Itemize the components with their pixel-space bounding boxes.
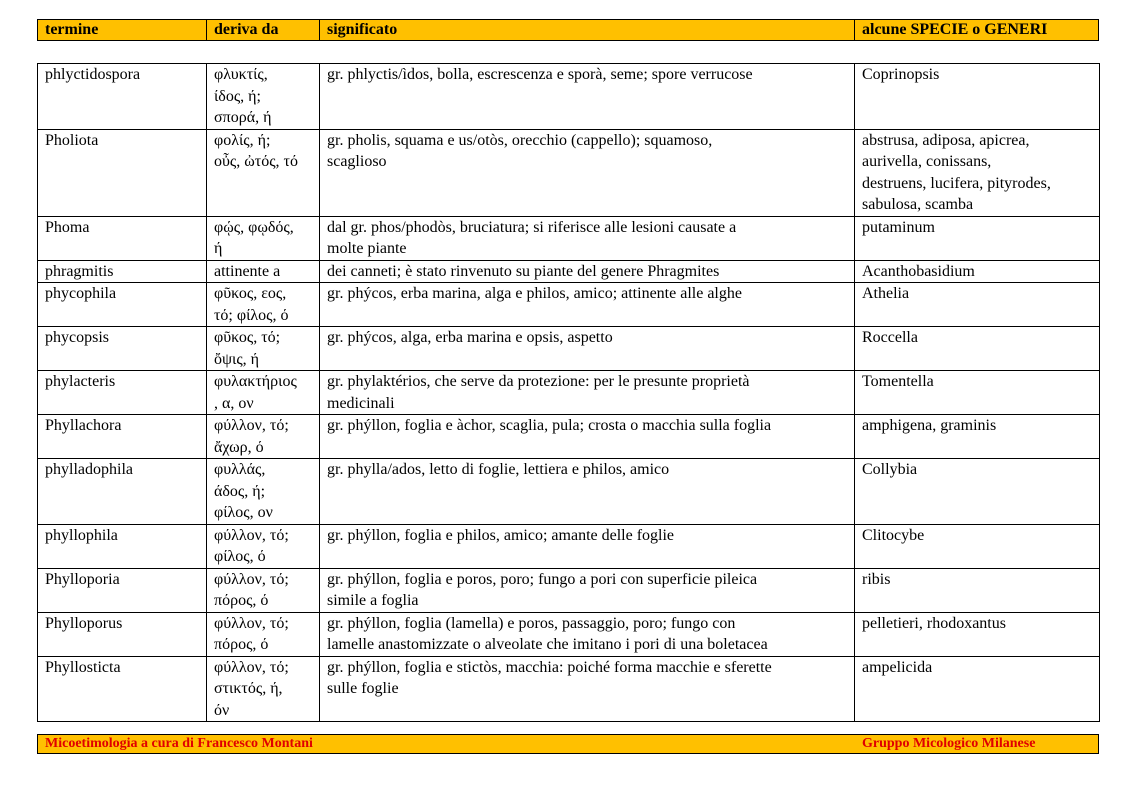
cell-deriva-da-line: φῦκος, τό; — [214, 329, 281, 346]
table-row — [38, 216, 1100, 260]
cell-termine: phycophila — [38, 283, 207, 327]
table-row — [38, 459, 1100, 525]
table-row — [38, 371, 1100, 415]
cell-deriva-da — [207, 283, 320, 327]
cell-significato — [320, 129, 855, 216]
cell-specie-line: Athelia — [862, 285, 910, 302]
cell-deriva-da — [207, 656, 320, 722]
table-row — [38, 612, 1100, 656]
cell-deriva-da-line: φύλλον, τό; — [214, 526, 289, 544]
cell-specie-line: ribis — [862, 570, 891, 588]
cell-significato — [320, 216, 855, 260]
cell-deriva-da-line: ἄχωρ, ό — [214, 438, 264, 456]
cell-termine: phylladophila — [38, 459, 207, 525]
footer-bar — [37, 734, 1099, 754]
cell-termine: phycopsis — [38, 327, 207, 371]
cell-specie-line: Clitocybe — [862, 526, 925, 544]
cell-deriva-da-line: φίλος, ον — [214, 504, 273, 521]
cell-deriva-da — [207, 64, 320, 130]
cell-significato — [320, 327, 855, 371]
cell-deriva-da-line: πόρος, ό — [214, 592, 269, 609]
cell-termine: phlyctidospora — [38, 64, 207, 130]
cell-significato-line: gr. phýllon, foglia e àchor, scaglia, pula; crosta o macchia sulla foglia — [327, 417, 772, 434]
cell-deriva-da-line: ίδος, ή; — [214, 87, 261, 105]
cell-deriva-da — [207, 216, 320, 260]
cell-deriva-da — [207, 129, 320, 216]
cell-deriva-da-line: φολίς, ή; — [214, 131, 271, 149]
cell-significato-line: gr. phlyctis/ìdos, bolla, escrescenza e sporà, seme; spore verrucose — [327, 66, 753, 83]
cell-deriva-da-line: attinente a — [214, 262, 281, 280]
cell-termine: Phoma — [38, 216, 207, 260]
table-row — [38, 283, 1100, 327]
cell-significato-line: gr. phýcos, alga, erba marina e opsis, aspetto — [327, 329, 613, 346]
cell-significato-line: dei canneti; è stato rinvenuto su piante del genere Phragmites — [327, 262, 720, 280]
cell-specie — [855, 568, 1100, 612]
cell-significato — [320, 612, 855, 656]
cell-specie — [855, 64, 1100, 130]
cell-specie — [855, 524, 1100, 568]
cell-significato-line: medicinali — [327, 394, 395, 412]
cell-termine: Phylloporia — [38, 568, 207, 612]
cell-specie-line: aurivella, conissans, — [862, 153, 992, 170]
cell-specie — [855, 371, 1100, 415]
cell-significato — [320, 568, 855, 612]
cell-deriva-da-line: φλυκτίς, — [214, 66, 268, 83]
footer-author: Micoetimologia a cura di Francesco Montani — [45, 736, 313, 751]
cell-significato-line: gr. phýllon, foglia e philos, amico; amante delle foglie — [327, 526, 675, 544]
cell-deriva-da — [207, 327, 320, 371]
cell-deriva-da-line: φίλος, ό — [214, 548, 266, 565]
cell-deriva-da-line: στικτός, ή, — [214, 680, 283, 697]
cell-termine: Phylloporus — [38, 612, 207, 656]
cell-specie-line: pelletieri, rhodoxantus — [862, 614, 1006, 632]
cell-significato-line: sulle foglie — [327, 680, 399, 697]
cell-specie-line: Collybia — [862, 461, 918, 478]
cell-specie — [855, 327, 1100, 371]
footer-organization: Gruppo Micologico Milanese — [862, 736, 1036, 751]
cell-deriva-da-line: φῴς, φῳδός, — [214, 218, 294, 236]
table-row — [38, 64, 1100, 130]
table-header — [37, 19, 1099, 41]
cell-specie — [855, 216, 1100, 260]
cell-significato — [320, 459, 855, 525]
cell-termine: phylacteris — [38, 371, 207, 415]
cell-deriva-da-line: φυλακτήριος — [214, 373, 297, 390]
cell-significato — [320, 283, 855, 327]
cell-deriva-da-line: φῦκος, εος, — [214, 285, 287, 302]
cell-deriva-da-line: φύλλον, τό; — [214, 570, 289, 588]
cell-significato-line: lamelle anastomizzate o alveolate che imitano i pori di una boletacea — [327, 636, 768, 653]
cell-deriva-da-line: τό; φίλος, ό — [214, 306, 289, 324]
cell-specie-line: Tomentella — [862, 373, 934, 390]
cell-deriva-da — [207, 415, 320, 459]
table-row — [38, 524, 1100, 568]
cell-significato — [320, 415, 855, 459]
cell-specie — [855, 260, 1100, 283]
cell-specie-line: ampelicida — [862, 658, 933, 676]
cell-significato — [320, 656, 855, 722]
cell-deriva-da — [207, 260, 320, 283]
cell-deriva-da — [207, 459, 320, 525]
cell-significato — [320, 524, 855, 568]
cell-significato-line: gr. phýllon, foglia (lamella) e poros, passaggio, poro; fungo con — [327, 614, 736, 632]
table-row — [38, 129, 1100, 216]
cell-termine: Phyllosticta — [38, 656, 207, 722]
cell-termine: Phyllachora — [38, 415, 207, 459]
cell-significato-line: gr. phylaktérios, che serve da protezione: per le presunte proprietà — [327, 373, 750, 390]
cell-deriva-da — [207, 612, 320, 656]
table-body — [38, 64, 1100, 722]
cell-significato-line: molte piante — [327, 240, 407, 257]
cell-specie — [855, 612, 1100, 656]
cell-deriva-da-line: , α, ον — [214, 394, 254, 412]
cell-deriva-da-line: φύλλον, τό; — [214, 658, 289, 676]
header-deriva-da: deriva da — [207, 20, 320, 40]
cell-deriva-da — [207, 568, 320, 612]
cell-significato-line: gr. phylla/ados, letto di foglie, lettiera e philos, amico — [327, 461, 670, 478]
table-row — [38, 568, 1100, 612]
cell-significato-line: gr. phýllon, foglia e stictòs, macchia: poiché forma macchie e sferette — [327, 658, 772, 676]
cell-significato — [320, 260, 855, 283]
cell-specie-line: abstrusa, adiposa, apicrea, — [862, 131, 1030, 149]
cell-specie-line: Coprinopsis — [862, 66, 940, 83]
header-termine: termine — [38, 20, 207, 40]
cell-deriva-da-line: όν — [214, 701, 230, 719]
cell-specie-line: Acanthobasidium — [862, 262, 975, 280]
cell-deriva-da-line: φυλλάς, — [214, 461, 266, 478]
table-row — [38, 260, 1100, 283]
cell-deriva-da-line: οὖς, ὠτός, τό — [214, 153, 298, 170]
cell-deriva-da-line: ή — [214, 240, 223, 257]
cell-significato-line: gr. pholis, squama e us/otòs, orecchio (cappello); squamoso, — [327, 131, 713, 149]
cell-specie-line: amphigena, graminis — [862, 417, 997, 434]
cell-deriva-da-line: ὄψις, ή — [214, 350, 260, 368]
table-row — [38, 656, 1100, 722]
cell-deriva-da-line: φύλλον, τό; — [214, 417, 289, 434]
cell-deriva-da-line: φύλλον, τό; — [214, 614, 289, 632]
cell-specie — [855, 459, 1100, 525]
cell-specie — [855, 415, 1100, 459]
cell-specie-line: Roccella — [862, 329, 918, 346]
cell-deriva-da-line: άδος, ή; — [214, 482, 266, 500]
cell-specie-line: sabulosa, scamba — [862, 196, 974, 213]
cell-specie — [855, 129, 1100, 216]
cell-significato-line: scaglioso — [327, 153, 387, 170]
etymology-table — [37, 63, 1100, 722]
cell-specie — [855, 283, 1100, 327]
cell-deriva-da — [207, 371, 320, 415]
cell-termine: phragmitis — [38, 260, 207, 283]
cell-deriva-da-line: σπορά, ή — [214, 109, 272, 126]
cell-deriva-da-line: πόρος, ό — [214, 636, 269, 653]
cell-specie-line: destruens, lucifera, pityrodes, — [862, 174, 1051, 192]
table-row — [38, 415, 1100, 459]
cell-significato-line: dal gr. phos/phodòs, bruciatura; si riferisce alle lesioni causate a — [327, 218, 737, 236]
cell-significato — [320, 371, 855, 415]
cell-termine: phyllophila — [38, 524, 207, 568]
table-row — [38, 327, 1100, 371]
cell-specie-line: putaminum — [862, 218, 935, 236]
cell-specie — [855, 656, 1100, 722]
cell-termine: Pholiota — [38, 129, 207, 216]
header-significato: significato — [320, 20, 855, 40]
header-specie-generi: alcune SPECIE o GENERI — [862, 21, 1048, 38]
cell-significato — [320, 64, 855, 130]
cell-significato-line: gr. phýcos, erba marina, alga e philos, amico; attinente alle alghe — [327, 285, 742, 302]
cell-significato-line: simile a foglia — [327, 592, 419, 609]
cell-significato-line: gr. phýllon, foglia e poros, poro; fungo a pori con superficie pileica — [327, 570, 758, 588]
cell-deriva-da — [207, 524, 320, 568]
